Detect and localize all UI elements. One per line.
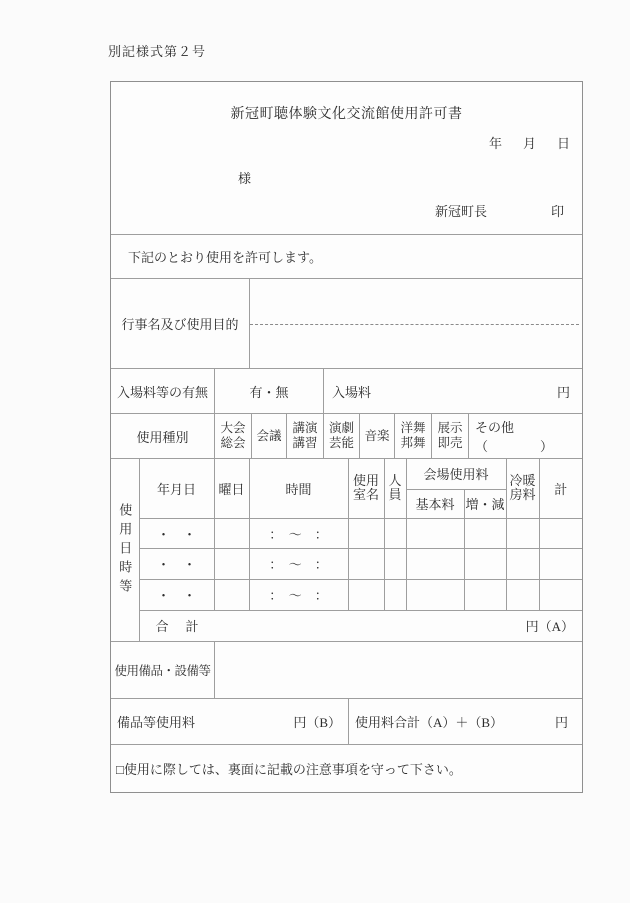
people-cell — [384, 548, 406, 579]
col-header-hvac: 冷暖 房料 — [506, 459, 539, 518]
admission-fee-unit: 円 — [556, 384, 570, 400]
basic-fee-cell — [406, 579, 464, 610]
weekday-cell — [214, 518, 249, 548]
col-header-time: 時間 — [249, 459, 348, 518]
col-header-adjust-fee: 増・減 — [464, 489, 506, 518]
schedule-table — [111, 459, 582, 641]
schedule-total-row — [139, 610, 582, 641]
row-total-cell — [539, 518, 582, 548]
issuer-title: 新冠町長 — [434, 204, 487, 219]
usage-type-option-kaigi: 会議 — [251, 414, 286, 458]
event-row — [111, 278, 582, 368]
admission-options: 有・無 — [214, 369, 323, 413]
people-cell — [384, 579, 406, 610]
usage-type-option-taikai: 大会 総会 — [214, 414, 251, 458]
form-number: 別記様式第２号 — [108, 44, 207, 59]
hvac-fee-cell — [506, 548, 539, 579]
basic-fee-cell — [406, 548, 464, 579]
issue-date-line — [489, 133, 570, 152]
usage-type-option-youbu: 洋舞 邦舞 — [394, 414, 431, 458]
admission-label: 入場料等の有無 — [116, 384, 208, 400]
seal-mark: 印 — [550, 204, 564, 219]
permit-form-outline — [110, 81, 583, 793]
addressee-suffix: 様 — [238, 171, 252, 186]
room-cell — [348, 548, 384, 579]
usage-type-option-engeki: 演劇 芸能 — [323, 414, 359, 458]
fees-row — [111, 698, 582, 744]
date-month-label: 月 — [522, 136, 536, 151]
time-cell: ： ～ ： — [249, 548, 348, 579]
col-header-room: 使用 室名 — [348, 459, 384, 518]
schedule-row-1 — [111, 518, 582, 548]
weekday-cell — [214, 579, 249, 610]
room-cell — [348, 518, 384, 548]
weekday-cell — [214, 548, 249, 579]
footer-note: □使用に際しては、裏面に記載の注意事項を守って下さい。 — [116, 762, 462, 777]
form-title: 新冠町聴体験文化交流館使用許可書 — [230, 107, 463, 122]
col-header-weekday: 曜日 — [214, 459, 249, 518]
event-label: 行事名及び使用目的 — [121, 317, 239, 332]
permit-statement: 下記のとおり使用を許可します。 — [111, 234, 582, 278]
row-total-cell — [539, 548, 582, 579]
dashed-separator — [250, 324, 579, 325]
schedule-row-3 — [111, 579, 582, 610]
usage-type-option-tenji: 展示 即売 — [431, 414, 468, 458]
grand-total-label: 使用料合計（A）＋（B） — [355, 715, 504, 730]
usage-type-option-ongaku: 音楽 — [359, 414, 394, 458]
usage-type-row — [111, 413, 582, 458]
equipment-fee-cell — [111, 699, 348, 744]
col-header-people: 人 員 — [384, 459, 406, 518]
col-header-date: 年月日 — [139, 459, 214, 518]
total-unit: 円（A） — [525, 619, 574, 635]
row-total-cell — [539, 579, 582, 610]
equipment-label: 使用備品・設備等 — [114, 664, 211, 678]
total-label: 合 計 — [155, 619, 201, 635]
adjust-fee-cell — [464, 518, 506, 548]
usage-type-label: 使用種別 — [136, 429, 189, 445]
equipment-value-cell — [214, 642, 582, 698]
adjust-fee-cell — [464, 579, 506, 610]
room-cell — [348, 579, 384, 610]
schedule-row-2 — [111, 548, 582, 579]
equipment-fee-label: 備品等使用料 — [117, 715, 196, 730]
time-cell: ： ～ ： — [249, 518, 348, 548]
people-cell — [384, 518, 406, 548]
grand-total-unit: 円 — [554, 715, 568, 730]
basic-fee-cell — [406, 518, 464, 548]
issuer-line — [435, 201, 564, 220]
schedule-section — [111, 458, 582, 641]
date-cell: ・ ・ — [139, 579, 214, 610]
usage-type-option-other: その他（ ） — [468, 414, 582, 458]
adjust-fee-cell — [464, 548, 506, 579]
hvac-fee-cell — [506, 518, 539, 548]
col-header-total: 計 — [539, 459, 582, 518]
grand-total-cell — [348, 699, 582, 744]
hvac-fee-cell — [506, 579, 539, 610]
usage-type-option-kouen: 講演 講習 — [286, 414, 323, 458]
col-header-venue-fee: 会場使用料 — [406, 459, 506, 489]
equipment-row — [111, 641, 582, 698]
footer-note-row — [111, 744, 582, 792]
date-year-label: 年 — [488, 136, 502, 151]
date-day-label: 日 — [556, 136, 570, 151]
time-cell: ： ～ ： — [249, 579, 348, 610]
col-header-basic-fee: 基本料 — [406, 489, 464, 518]
schedule-side-label-cell — [111, 459, 139, 641]
equipment-fee-unit: 円（B） — [293, 715, 341, 730]
form-header — [111, 82, 582, 234]
admission-row — [111, 368, 582, 413]
schedule-side-label: 使用日時等 — [117, 502, 133, 598]
admission-fee-label: 入場料 — [332, 384, 372, 400]
date-cell: ・ ・ — [139, 518, 214, 548]
event-value-cell — [249, 279, 582, 368]
date-cell: ・ ・ — [139, 548, 214, 579]
admission-fee-cell — [323, 369, 582, 413]
